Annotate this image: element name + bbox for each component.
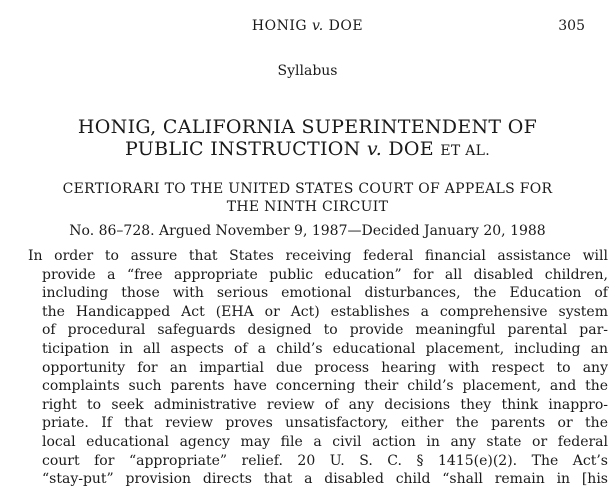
body-line: opportunity for an impartial due process hearing with respect to any (42, 359, 608, 376)
certiorari-line-2: THE NINTH CIRCUIT (226, 199, 389, 215)
body-line: “stay-put” provision directs that a disabled child “shall remain in [his (42, 471, 608, 488)
section-label: Syllabus (277, 63, 338, 79)
page-number: 305 (558, 18, 585, 34)
running-title (0, 18, 615, 34)
body-line: ticipation in all aspects of a child’s educational placement, including an (42, 340, 608, 357)
body-line: local educational agency may file a civil action in any state or federal (42, 433, 608, 450)
body-line: including those with serious emotional disturbances, the Education of (42, 285, 608, 302)
case-title-line-2 (0, 138, 615, 162)
case-title (0, 116, 615, 162)
running-title-versus: v. (312, 18, 324, 34)
certiorari-heading (0, 180, 615, 216)
case-title-line-2-prefix: PUBLIC INSTRUCTION (125, 138, 367, 160)
case-title-line-1: HONIG, CALIFORNIA SUPERINTENDENT OF (77, 116, 538, 138)
body-line: right to seek administrative review of any decisions they think inappro- (42, 396, 608, 413)
running-title-suffix: DOE (323, 18, 364, 34)
case-title-et-al: ET AL. (440, 143, 490, 159)
case-title-line-2-mid: DOE (382, 138, 441, 160)
certiorari-line-1: CERTIORARI TO THE UNITED STATES COURT OF APPEALS FOR (62, 181, 553, 197)
running-head (0, 18, 615, 38)
body-line: provide a “free appropriate public education” for all disabled children, (42, 266, 608, 283)
body-line: In order to assure that States receiving federal financial assistance will (28, 248, 608, 264)
body-line: of procedural safeguards designed to provide meaningful parental par- (42, 322, 608, 339)
body-line: the Handicapped Act (EHA or Act) establishes a comprehensive system (42, 303, 608, 320)
running-title-prefix: HONIG (251, 18, 313, 34)
case-title-versus: v. (366, 138, 383, 160)
docket-line: No. 86–728. Argued November 9, 1987—Decided January 20, 1988 (69, 223, 546, 239)
body-line: complaints such parents have concerning their child’s placement, and the (42, 378, 608, 395)
body-line: court for “appropriate” relief. 20 U. S. C. § 1415(e)(2). The Act’s (42, 452, 608, 469)
syllabus-body (28, 247, 608, 489)
body-line: priate. If that review proves unsatisfactory, either the parents or the (42, 415, 608, 432)
